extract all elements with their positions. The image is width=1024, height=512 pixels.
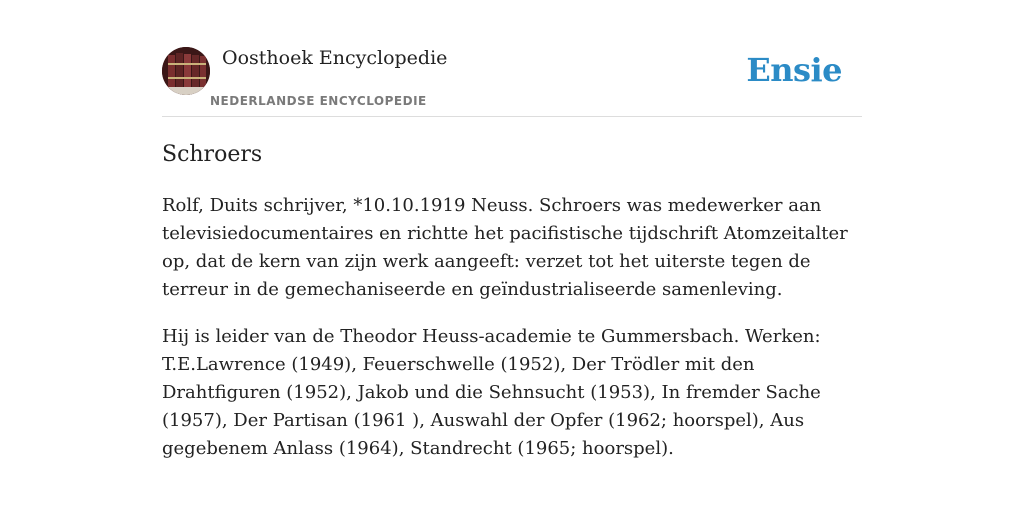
article-paragraph: Rolf, Duits schrijver, *10.10.1919 Neuss. Schroers was medewerker aan televisiedocumentaires en richtte het pacifistische tijdschrift Atomzeitalter op, dat de kern van zijn werk aangeeft: verzet tot het uiterste tegen de terreur in de gemechaniseerde en geïndustrialiseerde samenleving. bbox=[162, 195, 848, 300]
ensie-logo-link[interactable]: Ensie bbox=[746, 51, 842, 89]
article-paragraph: Hij is leider van de Theodor Heuss-academie te Gummersbach. Werken: T.E.Lawrence (1949), Feuerschwelle (1952), Der Trödler mit den Drahtfiguren (1952), Jakob und die Sehnsucht (1953), In fremder Sache (1957), Der Partisan (1961 ), Auswahl der Opfer (1962; hoorspel), Aus gegebenem Anlass (1964), Standrecht (1965; hoorspel). bbox=[162, 326, 821, 459]
site-header bbox=[162, 0, 862, 117]
article-content bbox=[162, 192, 862, 482]
page-title: Schroers bbox=[162, 142, 263, 167]
page-container bbox=[162, 0, 862, 459]
encyclopedia-books-icon[interactable] bbox=[162, 47, 210, 95]
site-subtitle: NEDERLANDSE ENCYCLOPEDIE bbox=[210, 94, 427, 108]
site-title-link[interactable]: Oosthoek Encyclopedie bbox=[222, 47, 448, 69]
